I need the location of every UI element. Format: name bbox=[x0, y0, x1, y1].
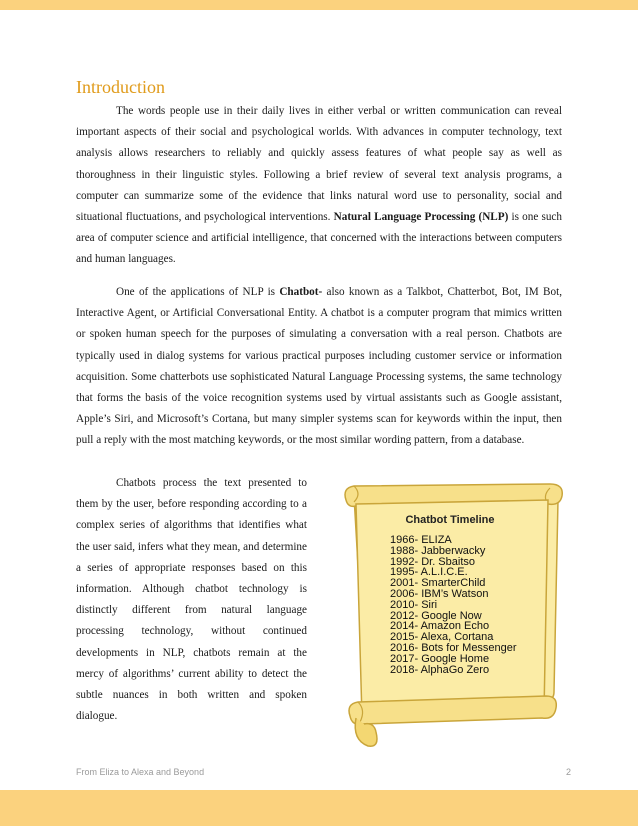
timeline-title: Chatbot Timeline bbox=[405, 514, 495, 526]
timeline-item: 2006- IBM’s Watson bbox=[390, 587, 489, 600]
section-heading: Introduction bbox=[76, 77, 165, 97]
paragraph-chatbot-text: One of the applications of NLP is bbox=[116, 286, 280, 298]
paragraph-intro-text: The words people use in their daily lives in either verbal or written communication can reveal important aspects of their social and psychological worlds. With advances in computer technology, text analysis allows researchers to reliably and quickly assess features of what people say as well as thoroughness in their linguistic styles. Following a brief review of several text analysis programs, a computer can summarize some of the evidence that links natural word use to personality, social and situational fluctuations, and psychological interventions. bbox=[76, 105, 562, 224]
chatbot-timeline-scroll bbox=[336, 478, 556, 754]
paragraph-intro bbox=[76, 101, 562, 271]
timeline-item: 2017- Google Home bbox=[390, 652, 490, 665]
footer-document-title: From Eliza to Alexa and Beyond bbox=[76, 767, 205, 777]
chatbot-bold-term: Chatbot- bbox=[279, 286, 323, 298]
timeline-item: 2014- Amazon Echo bbox=[390, 620, 490, 633]
timeline-item: 2010- Siri bbox=[390, 598, 438, 611]
top-decorative-band bbox=[0, 0, 638, 10]
timeline-item: 2018- AlphaGo Zero bbox=[390, 663, 490, 676]
timeline-item: 1988- Jabberwacky bbox=[390, 544, 486, 557]
timeline-item: 1966- ELIZA bbox=[390, 534, 452, 546]
paragraph-chatbot-text-end: also known as a Talkbot, Chatterbot, Bot, IM Bot, Interactive Agent, or Artificial Conversational Entity. A chatbot is a computer program that mimics written or spoken human speech for the purposes of simulating a conversation with a real person. Chatbots are typically used in dialog systems for various practical purposes including customer service or information acquisition. Some chatterbots use sophisticated Natural Language Processing systems, the same technology that forms the basis of the voice recognition systems used by virtual assistants such as Google assistant, Apple’s Siri, and Microsoft’s Cortana, but many simpler systems scan for keywords within the input, then pull a reply with the most matching keywords, or the most similar wording pattern, from a database. bbox=[76, 286, 562, 447]
nlp-bold-term: Natural Language Processing (NLP) bbox=[333, 211, 509, 224]
timeline-item: 2016- Bots for Messenger bbox=[390, 641, 517, 654]
bottom-decorative-band bbox=[0, 790, 638, 826]
timeline-item: 1995- A.L.I.C.E. bbox=[390, 566, 468, 579]
footer-page-number: 2 bbox=[566, 767, 572, 777]
paragraph-processing: Chatbots process the text presented to them by the user, before responding according to a complex series of algorithms that identifies what the user said, infers what they mean, and determine a series of appropriate responses based on this information. Although chatbot technology is distinctly different from natural language processing technology, without continued developments in NLP, chatbots remain at the mercy of algorithms’ current ability to detect the subtle nuances in both written and spoken dialogue. bbox=[76, 477, 307, 723]
timeline-item: 2001- SmarterChild bbox=[390, 577, 486, 590]
timeline-item: 1992- Dr. Sbaitso bbox=[390, 555, 475, 568]
timeline-item: 2012- Google Now bbox=[390, 609, 482, 622]
timeline-list bbox=[390, 535, 517, 675]
paragraph-intro-text-end: is one such area of computer science and artificial intelligence, that concerned with the interactions between computers and human languages. bbox=[76, 211, 562, 266]
paragraph-chatbot bbox=[76, 282, 562, 452]
timeline-item: 2015- Alexa, Cortana bbox=[390, 631, 494, 644]
